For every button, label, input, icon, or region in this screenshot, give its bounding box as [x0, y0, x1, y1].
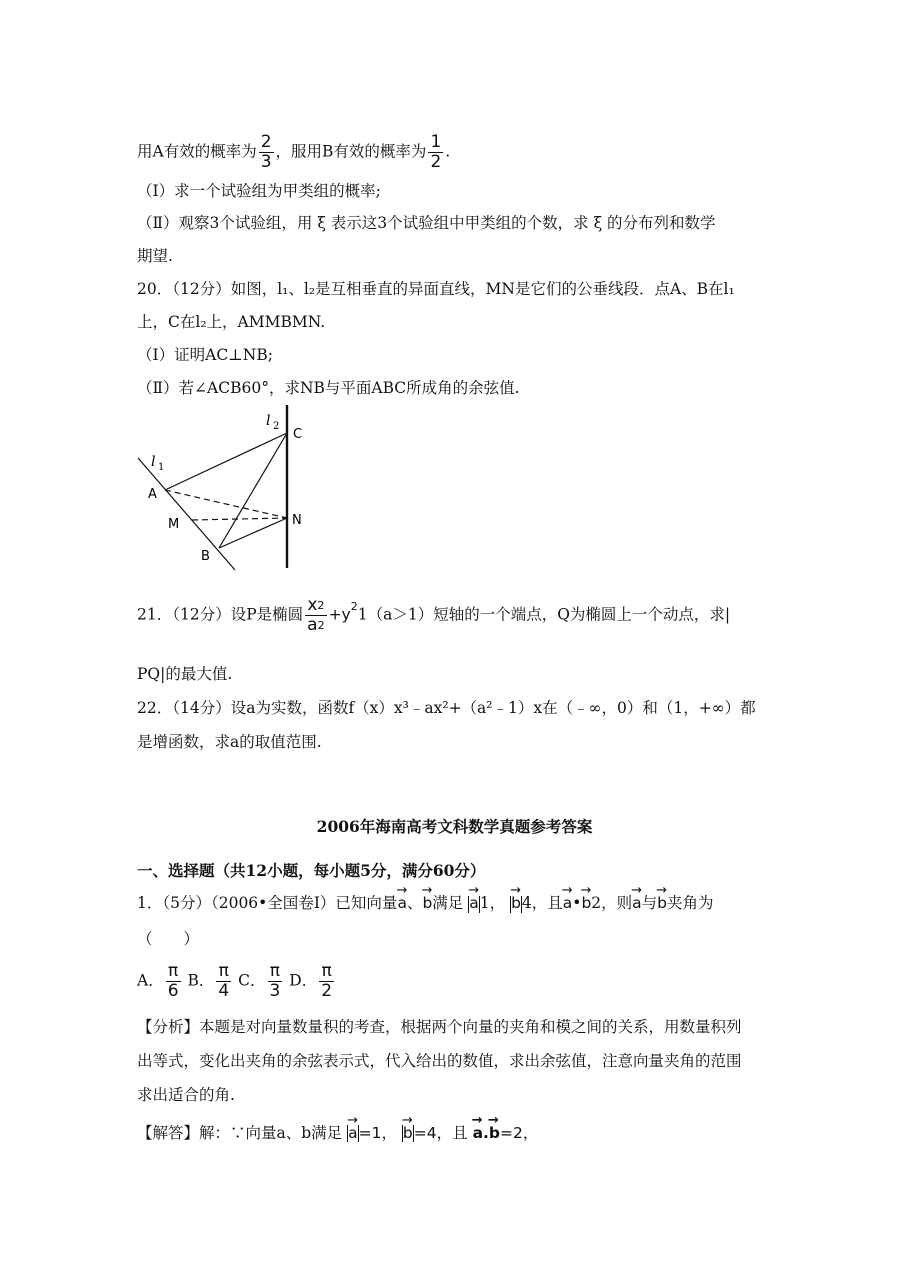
vector-b: → b: [489, 1122, 500, 1144]
abs-a-value: =1，: [358, 1124, 397, 1142]
frac-den: 6: [167, 981, 179, 1001]
label-n: N: [292, 513, 302, 528]
vector-b: → b: [511, 892, 521, 914]
frac-num: π: [216, 962, 231, 982]
analysis-line2: 出等式，变化出夹角的余弦表示式，代入给出的数值，求出余弦值，注意向量夹角的范围: [137, 1052, 742, 1070]
abs-b-expr: [402, 1124, 437, 1142]
sep: 、: [406, 894, 423, 912]
q19-part2-cont: 期望.: [137, 247, 173, 265]
option-a-fraction: [166, 962, 181, 1001]
frac-den: 3: [260, 152, 272, 172]
option-b-fraction: [216, 962, 231, 1001]
q19-part2: （Ⅱ）观察3个试验组，用 ξ 表示这3个试验组中甲类组的个数，求 ξ 的分布列和数学: [137, 214, 716, 232]
section-heading: 一、选择题（共12小题，每小题5分，满分60分）: [137, 861, 486, 880]
frac-num: [305, 596, 326, 616]
frac-num: π: [268, 962, 283, 982]
geometry-figure: [130, 400, 310, 575]
q21-line2: PQ|的最大值.: [137, 665, 233, 683]
option-a-label: A．: [137, 971, 164, 990]
var-a: a: [307, 615, 318, 635]
vector-a: → a: [469, 892, 479, 914]
answers-title: 2006年海南高考文科数学真题参考答案: [316, 817, 593, 836]
frac-num: 1: [430, 132, 442, 152]
q19-text-a: 用A有效的概率为: [137, 142, 257, 161]
frac-den: 3: [269, 981, 281, 1001]
analysis-line1: 【分析】本题是对向量数量积的考查，根据两个向量的夹角和模之间的关系，用数量积列: [137, 1018, 742, 1036]
vector-b: → b: [422, 892, 432, 914]
abs-b-value: =4: [413, 1124, 437, 1142]
frac-den: 2: [430, 152, 442, 172]
label-l1: l: [151, 454, 156, 470]
q19-line1: [137, 133, 450, 172]
plus-y: +y: [328, 605, 351, 624]
label-m: M: [168, 517, 180, 532]
q19-text-end: .: [445, 142, 451, 161]
a1-text-b: 满足: [432, 894, 464, 912]
option-b-label: B．: [187, 971, 215, 990]
a1-text-e: 2，则: [591, 894, 633, 912]
a1-text-g: 夹角为: [667, 894, 714, 912]
a1-options: [137, 962, 336, 1001]
fraction-two-thirds: [259, 133, 274, 172]
sol-end: ，: [522, 1124, 539, 1142]
q19-part1: （Ⅰ）求一个试验组为甲类组的概率;: [137, 182, 381, 200]
fraction-one-half: [428, 133, 443, 172]
var-x: x: [307, 595, 318, 615]
dot-expr: → a.→ b: [473, 1124, 500, 1142]
sol-and: ，且: [436, 1124, 468, 1142]
q20-line1: 20．（12分）如图，l₁、l₂是互相垂直的异面直线，MN是它们的公垂线段．点A、B在l₁: [137, 280, 735, 298]
q19-text-b: ，服用B有效的概率为: [275, 142, 427, 161]
label-l1-sub: 1: [158, 462, 165, 473]
fraction-x2-a2: [305, 596, 326, 635]
q22-line1: 22．（14分）设a为实数，函数f（x）x³﹣ax²+（a²﹣1）x在（﹣∞，0）和（1，+∞）都: [137, 699, 756, 717]
q21-text-b: 1（a＞1）短轴的一个端点，Q为椭圆上一个动点，求|: [357, 605, 731, 624]
segment-bc: [219, 433, 287, 548]
solution-text: 【解答】解：∵向量a、b满足: [137, 1124, 343, 1142]
a1-text-c: 1，: [479, 894, 506, 912]
abs-a-expr: [347, 1124, 397, 1142]
vector-b: → b: [581, 892, 591, 914]
label-l2: l: [266, 413, 271, 429]
vector-b: → b: [403, 1122, 413, 1144]
frac-den: 4: [218, 981, 230, 1001]
sup-2: 2: [350, 600, 358, 613]
q20-line2: 上，C在l₂上，AMMBMN.: [137, 313, 326, 331]
a1-paren: （ ）: [137, 930, 200, 948]
option-c-fraction: [268, 962, 283, 1001]
frac-den: 2: [321, 981, 333, 1001]
analysis-line3: 求出适合的角.: [137, 1086, 235, 1104]
vector-a: → a: [348, 1122, 358, 1144]
segment-mn-dashed: [192, 518, 287, 520]
a1-text-a: 1．（5分）（2006•全国卷Ⅰ）已知向量: [137, 894, 398, 912]
option-d-label: D．: [289, 971, 318, 990]
vector-a: → a: [563, 892, 573, 914]
vector-a: → a: [397, 892, 407, 914]
dot-value: =2: [500, 1124, 523, 1142]
line-l1: [138, 458, 235, 570]
option-c-label: C．: [238, 971, 266, 990]
label-c: C: [293, 427, 303, 442]
label-b: B: [201, 549, 210, 564]
option-d-fraction: [319, 962, 334, 1001]
sup-2: 2: [317, 619, 325, 632]
vector-a: → a: [632, 892, 642, 914]
frac-num: 2: [260, 132, 272, 152]
q21-line1: [137, 596, 730, 635]
segment-bn: [219, 518, 287, 548]
frac-den: [305, 616, 326, 635]
segment-an-dashed: [165, 490, 287, 518]
frac-num: π: [166, 962, 181, 982]
a1-text-d: 4，且: [521, 894, 563, 912]
label-a: A: [148, 487, 157, 502]
q20-part1: （Ⅰ）证明AC⊥NB;: [137, 346, 273, 364]
q21-text-a: 21．（12分）设P是椭圆: [137, 605, 304, 624]
solution-line: [137, 1122, 538, 1144]
q20-part2: （Ⅱ）若∠ACB60°，求NB与平面ABC所成角的余弦值.: [137, 379, 520, 397]
q22-line2: 是增函数，求a的取值范围.: [137, 733, 322, 751]
a1-question: 1．（5分）（2006•全国卷Ⅰ）已知向量→ a、→ b满足 → a1， → b4，且→ a•→ b2，则→ a与→ b夹角为: [137, 892, 714, 914]
segment-ac: [165, 433, 287, 490]
vector-b: → b: [657, 892, 667, 914]
frac-num: π: [319, 962, 334, 982]
label-l2-sub: 2: [273, 421, 280, 432]
sup-2: 2: [317, 599, 325, 612]
vector-a: → a: [473, 1122, 483, 1144]
a1-text-f: 与: [641, 894, 658, 912]
